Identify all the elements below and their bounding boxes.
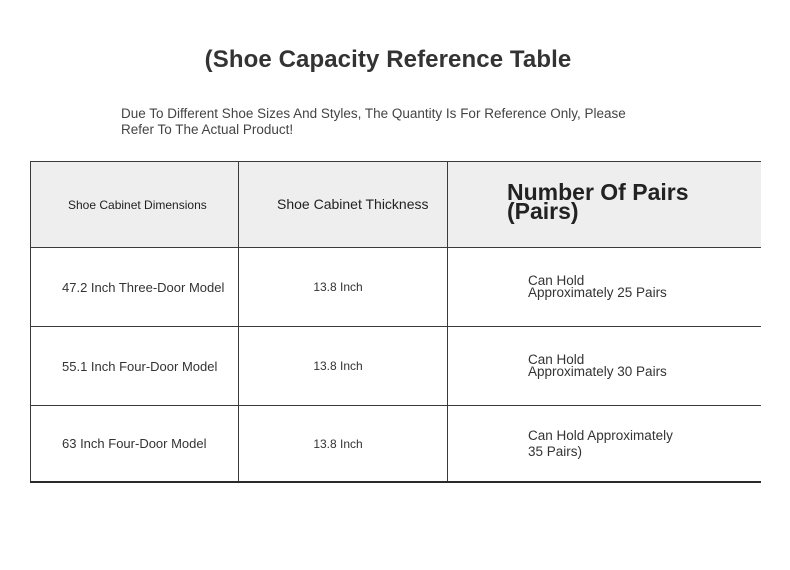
cell-capacity-line-2: Approximately 30 Pairs bbox=[528, 364, 667, 379]
cell-thickness: 13.8 Inch bbox=[239, 248, 448, 327]
cell-capacity bbox=[448, 248, 761, 327]
header-pairs-line-2: (Pairs) bbox=[507, 197, 579, 224]
header-pairs-line-1: Number Of Pairs bbox=[507, 178, 689, 205]
cell-capacity-line-2: 35 Pairs) bbox=[528, 443, 583, 459]
cell-model: 63 Inch Four-Door Model bbox=[31, 406, 239, 483]
table-header-row bbox=[31, 162, 761, 248]
table-row bbox=[31, 406, 761, 483]
cell-capacity-line-2: Approximately 25 Pairs bbox=[528, 285, 667, 300]
page-title: (Shoe Capacity Reference Table bbox=[204, 46, 572, 73]
header-dimensions: Shoe Cabinet Dimensions bbox=[31, 162, 239, 248]
cell-capacity-line-1: Can Hold Approximately bbox=[528, 427, 673, 443]
cell-capacity bbox=[448, 327, 761, 406]
header-thickness: Shoe Cabinet Thickness bbox=[239, 162, 448, 248]
header-pairs bbox=[448, 162, 761, 248]
capacity-table bbox=[30, 161, 761, 483]
reference-note-line-2: Refer To The Actual Product! bbox=[121, 122, 294, 137]
cell-capacity-line-1: Can Hold bbox=[528, 352, 585, 367]
cell-thickness: 13.8 Inch bbox=[239, 327, 448, 406]
cell-capacity bbox=[448, 406, 761, 483]
cell-model: 47.2 Inch Three-Door Model bbox=[31, 248, 239, 327]
table-row bbox=[31, 248, 761, 327]
cell-thickness: 13.8 Inch bbox=[239, 406, 448, 483]
reference-note-line-1: Due To Different Shoe Sizes And Styles, The Quantity Is For Reference Only, Please bbox=[121, 106, 626, 121]
table-row bbox=[31, 327, 761, 406]
cell-capacity-line-1: Can Hold bbox=[528, 273, 585, 288]
reference-note bbox=[121, 106, 661, 138]
cell-model: 55.1 Inch Four-Door Model bbox=[31, 327, 239, 406]
